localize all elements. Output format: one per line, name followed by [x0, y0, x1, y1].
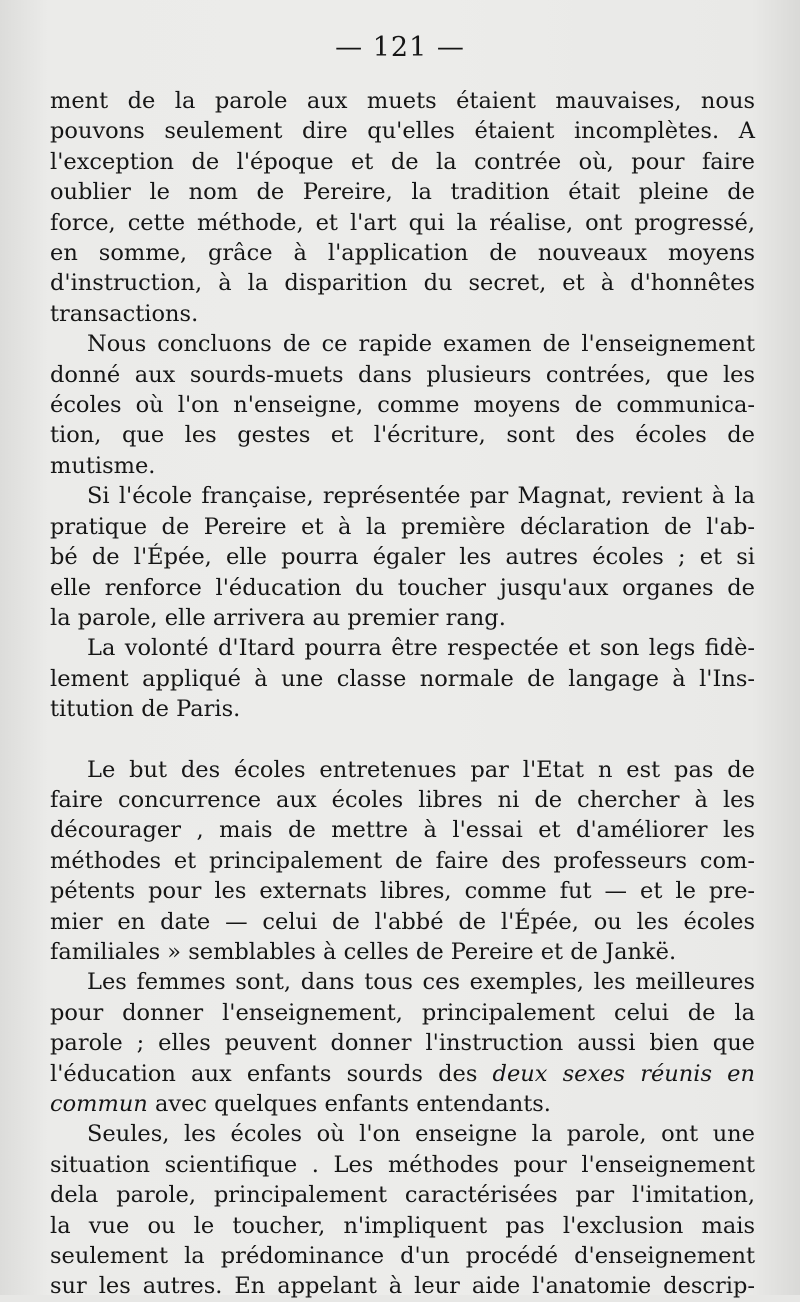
paragraph	[50, 481, 755, 633]
paragraph	[50, 1119, 755, 1301]
paragraph	[50, 755, 755, 968]
text-line: commun avec quelques enfants entendants.	[50, 1091, 551, 1117]
text-line: la vue ou le toucher, n'impliquent pas l'exclusion mais	[50, 1212, 755, 1239]
page-body	[50, 86, 755, 1302]
text-line: pouvons seulement dire qu'elles étaient incomplètes. A	[50, 118, 755, 145]
page-number: — 121 —	[335, 32, 465, 63]
text-line: familiales » semblables à celles de Pereire et de Jankë.	[50, 938, 677, 965]
text-line: mier en date — celui de l'abbé de l'Épée, ou les écoles	[50, 908, 755, 935]
text-line: situation scientifique . Les méthodes pour l'enseignement	[50, 1151, 755, 1178]
text-line: mutisme.	[50, 452, 156, 479]
text-line: Les femmes sont, dans tous ces exemples, les meilleures	[87, 969, 755, 996]
text-line: La volonté d'Itard pourra être respectée et son legs fidè-	[87, 635, 755, 662]
paragraph	[50, 86, 755, 329]
text-line: tion, que les gestes et l'écriture, sont des écoles de	[50, 422, 755, 449]
text-line: l'exception de l'époque et de la contrée où, pour faire	[50, 148, 755, 175]
paragraph	[50, 633, 755, 724]
text-line: en somme, grâce à l'application de nouveaux moyens	[50, 240, 755, 267]
text-line: bé de l'Épée, elle pourra égaler les autres écoles ; et si	[50, 544, 755, 571]
text-line: force, cette méthode, et l'art qui la réalise, ont progressé,	[50, 209, 755, 236]
text-line: transactions.	[50, 300, 199, 327]
text-line: Si l'école française, représentée par Magnat, revient à la	[87, 483, 755, 510]
text-line: lement appliqué à une classe normale de langage à l'Ins-	[50, 665, 755, 692]
italic-phrase: deux sexes réunis en	[492, 1060, 755, 1087]
text-line: la parole, elle arrivera au premier rang.	[50, 604, 506, 631]
text-line: Le but des écoles entretenues par l'Etat n est pas de	[87, 756, 755, 783]
text-line: pétents pour les externats libres, comme fut — et le pre-	[50, 878, 755, 905]
text-line: écoles où l'on n'enseigne, comme moyens de communica-	[50, 392, 755, 419]
text-line: l'éducation aux enfants sourds des deux sexes réunis en	[50, 1060, 755, 1087]
text-line: sur les autres. En appelant à leur aide l'anatomie descrip-	[50, 1273, 755, 1300]
text-line: Nous concluons de ce rapide examen de l'enseignement	[87, 331, 755, 358]
paragraph	[50, 329, 755, 481]
text-line: pratique de Pereire et à la première déclaration de l'ab-	[50, 513, 755, 540]
text-line: elle renforce l'éducation du toucher jusqu'aux organes de	[50, 574, 755, 601]
text-line: faire concurrence aux écoles libres ni de chercher à les	[50, 786, 755, 813]
text-line: décourager , mais de mettre à l'essai et d'améliorer les	[50, 817, 755, 844]
text-line: ment de la parole aux muets étaient mauvaises, nous	[50, 88, 755, 114]
text-line: donné aux sourds-muets dans plusieurs contrées, que les	[50, 361, 755, 388]
text-line: oublier le nom de Pereire, la tradition était pleine de	[50, 179, 755, 206]
text-line: seulement la prédominance d'un procédé d'enseignement	[50, 1243, 755, 1270]
text-line: parole ; elles peuvent donner l'instruction aussi bien que	[50, 1030, 755, 1057]
text-line: pour donner l'enseignement, principalement celui de la	[50, 999, 755, 1026]
text-line: méthodes et principalement de faire des professeurs com-	[50, 847, 755, 874]
paragraph	[50, 967, 755, 1119]
text-line: d'instruction, à la disparition du secret, et à d'honnêtes	[50, 270, 755, 297]
text-line: titution de Paris.	[50, 696, 241, 723]
italic-phrase: commun	[50, 1091, 148, 1117]
text-line: Seules, les écoles où l'on enseigne la parole, ont une	[87, 1121, 755, 1148]
text-line: dela parole, principalement caractérisées par l'imitation,	[50, 1182, 755, 1209]
